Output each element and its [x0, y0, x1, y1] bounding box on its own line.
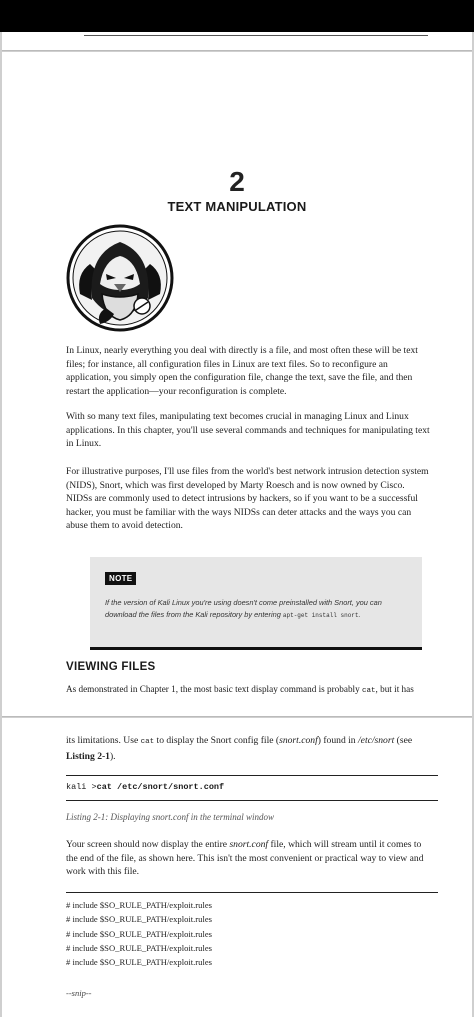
terminal-output	[66, 898, 212, 969]
shell-command: cat /etc/snort/snort.conf	[96, 782, 225, 792]
chapter-title: TEXT MANIPULATION	[167, 199, 307, 214]
file-name: snort.conf	[279, 735, 318, 746]
body-paragraph: For illustrative purposes, I'll use files from the world's best network intrusion detection system (NIDS), Snort, which was first developed by Marty Roesch and is now owned by Cisco. NIDSs are commonly used to detect intrusions by hackers, so if you want to be a successful hacker, you must be familiar with the ways NIDSs can deter attacks and the ways you can abuse them to avoid detection.	[66, 466, 429, 532]
text-span: to display the Snort config file (	[154, 735, 280, 746]
inline-command: cat	[140, 738, 155, 746]
text-span: ) found in	[317, 735, 359, 746]
inline-command: cat	[362, 687, 376, 695]
output-line: # include $SO_RULE_PATH/exploit.rules	[66, 928, 213, 939]
text-span: its limitations. Use	[66, 735, 141, 746]
hacker-penguin-emblem	[66, 224, 174, 332]
page-rule	[84, 35, 428, 36]
note-command: apt-get install snort	[282, 612, 359, 619]
shell-prompt: kali >	[66, 782, 97, 792]
body-paragraph	[66, 734, 432, 763]
output-line: # include $SO_RULE_PATH/exploit.rules	[66, 900, 213, 910]
body-paragraph	[66, 838, 432, 879]
output-line: # include $SO_RULE_PATH/exploit.rules	[66, 914, 213, 925]
next-page	[2, 718, 472, 1017]
note-box	[90, 557, 422, 650]
listing-caption: Listing 2-1: Displaying snort.conf in the terminal window	[66, 812, 275, 822]
file-path: /etc/snort	[358, 735, 395, 746]
section-heading: VIEWING FILES	[66, 661, 156, 673]
chapter-number: 2	[229, 166, 245, 197]
text-span: file, which will stream until it comes to the end of the file, as shown here. This isn't the most convenient or practical way to view and work with this file.	[66, 839, 424, 878]
output-top-rule	[66, 892, 438, 893]
section-first-line	[66, 684, 446, 695]
file-name: snort.conf	[229, 839, 269, 850]
text-span: Your screen should now display the entire	[66, 839, 230, 850]
note-text-end: .	[358, 610, 361, 619]
previous-page-fragment	[2, 32, 472, 51]
terminal-command-line	[66, 782, 224, 792]
document-page	[2, 52, 472, 717]
line-text: , but it has	[375, 684, 414, 694]
body-paragraph: With so many text files, manipulating text becomes crucial in managing Linux and Linux applications. In this chapter, you'll use several commands and techniques for manipulating text in Linux.	[66, 411, 430, 450]
listing-reference: Listing 2-1	[66, 750, 110, 762]
viewer-top-bar	[0, 0, 474, 32]
body-paragraph: In Linux, nearly everything you deal with directly is a file, and most often these will be text files; for instance, all configuration files in Linux are text files. So to reconfigure an application, you simply open the configuration file, change the text, save the file, and then restart the application—your reconfiguration is complete.	[66, 345, 418, 397]
note-text-body: If the version of Kali Linux you're using doesn't come preinstalled with Snort, you can download the files from the Kali repository by entering	[105, 598, 382, 619]
snip-marker: --snip--	[66, 988, 92, 998]
note-text	[105, 597, 405, 622]
text-span: (see	[394, 735, 413, 746]
text-span: ).	[109, 750, 116, 762]
listing-bottom-rule	[66, 800, 438, 801]
output-line: # include $SO_RULE_PATH/exploit.rules	[66, 942, 213, 953]
note-label: NOTE	[105, 572, 136, 585]
line-text: As demonstrated in Chapter 1, the most basic text display command is probably	[66, 684, 362, 694]
output-line: # include $SO_RULE_PATH/exploit.rules	[66, 957, 213, 968]
listing-top-rule	[66, 775, 438, 776]
